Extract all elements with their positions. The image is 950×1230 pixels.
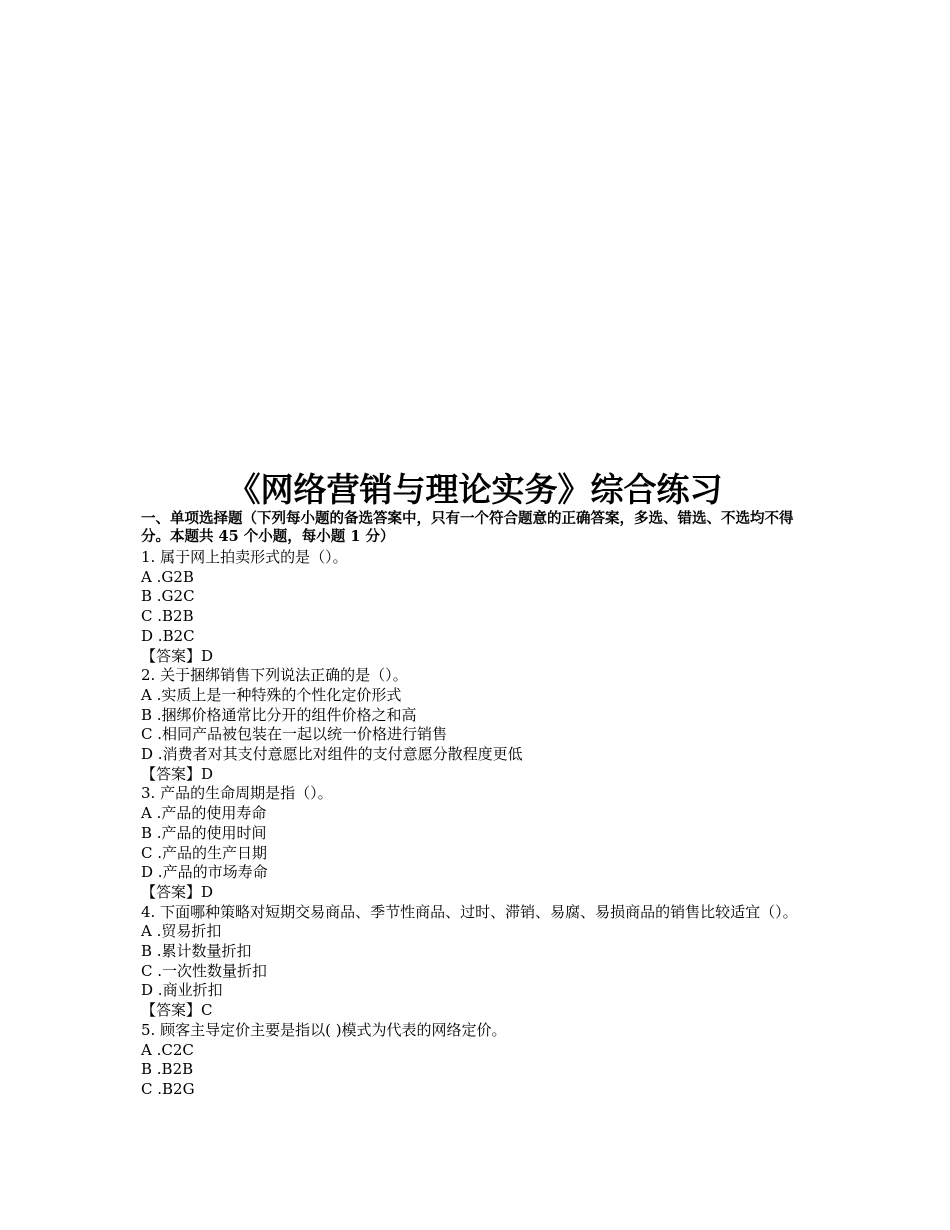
option-a: A .贸易折扣 <box>141 922 222 941</box>
answer-line: 【答案】D <box>141 882 214 901</box>
question-stem: 5. 顾客主导定价主要是指以( )模式为代表的网络定价。 <box>141 1020 507 1039</box>
question-stem: 4. 下面哪种策略对短期交易商品、季节性商品、过时、滞销、易腐、易损商品的销售比较适宜（）。 <box>141 902 798 921</box>
option-c: C .一次性数量折扣 <box>141 961 268 980</box>
option-b: B .B2B <box>141 1060 194 1079</box>
option-d: D .产品的市场寿命 <box>141 863 268 882</box>
option-c: C .相同产品被包装在一起以统一价格进行销售 <box>141 725 448 744</box>
option-d: D .消费者对其支付意愿比对组件的支付意愿分散程度更低 <box>141 745 523 764</box>
option-d: D .B2C <box>141 626 195 645</box>
document-title: 《网络营销与理论实务》综合练习 <box>227 470 723 509</box>
answer-line: 【答案】C <box>141 1001 213 1020</box>
option-a: A .实质上是一种特殊的个性化定价形式 <box>141 685 402 704</box>
option-b: B .捆绑价格通常比分开的组件价格之和高 <box>141 705 417 724</box>
question-stem: 2. 关于捆绑销售下列说法正确的是（）。 <box>141 666 408 685</box>
question-block <box>141 666 813 784</box>
question-stem: 1. 属于网上拍卖形式的是（）。 <box>141 548 348 566</box>
section-heading: 一、单项选择题（下列每小题的备选答案中，只有一个符合题意的正确答案，多选、错选、不选均不得分。本题共 45 个小题，每小题 1 分） <box>141 510 794 545</box>
question-block <box>141 903 813 1021</box>
option-c: C .产品的生产日期 <box>141 843 268 862</box>
question-block <box>141 548 813 666</box>
option-a: A .C2C <box>141 1040 194 1059</box>
answer-line: 【答案】D <box>141 764 214 783</box>
question-block <box>141 784 813 902</box>
option-b: B .累计数量折扣 <box>141 942 252 961</box>
document-body <box>141 510 813 1100</box>
option-a: A .G2B <box>141 567 194 586</box>
option-c: C .B2G <box>141 1079 195 1098</box>
option-c: C .B2B <box>141 607 194 626</box>
option-a: A .产品的使用寿命 <box>141 804 267 823</box>
question-stem: 3. 产品的生命周期是指（）。 <box>141 784 333 803</box>
option-b: B .产品的使用时间 <box>141 823 267 842</box>
answer-line: 【答案】D <box>141 646 214 665</box>
option-b: B .G2C <box>141 587 195 606</box>
question-block <box>141 1021 813 1100</box>
option-d: D .商业折扣 <box>141 981 223 1000</box>
